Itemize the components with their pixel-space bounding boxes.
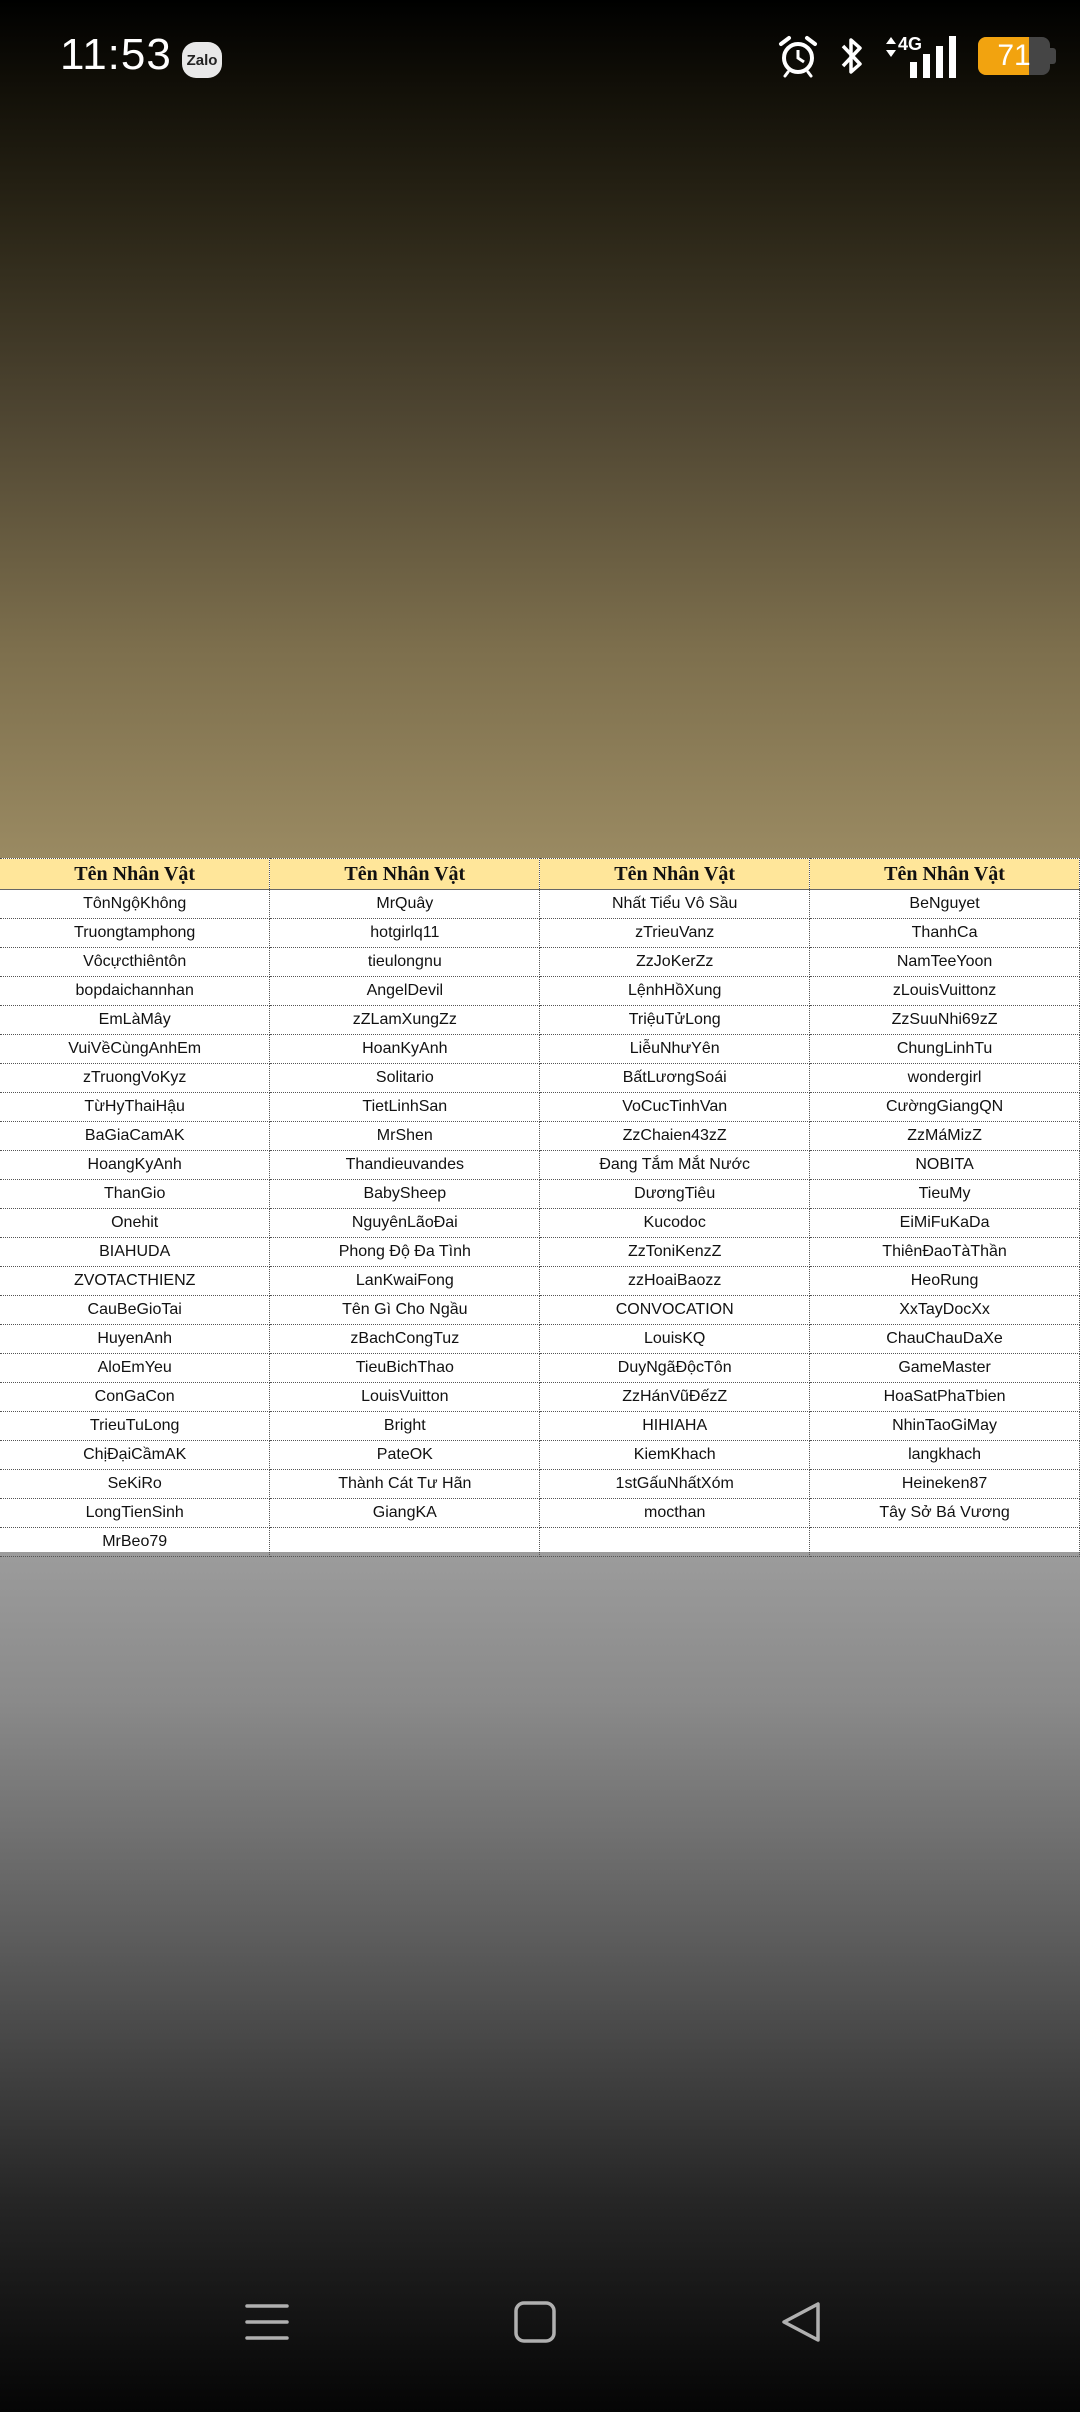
table-cell: CONVOCATION [540, 1296, 810, 1325]
table-row [0, 1470, 1080, 1499]
data-arrows-icon [884, 36, 898, 58]
table-cell: LongTienSinh [0, 1499, 270, 1528]
table-cell: langkhach [810, 1441, 1080, 1470]
table-cell: NamTeeYoon [810, 948, 1080, 977]
table-cell: LouisVuitton [270, 1383, 540, 1412]
back-button[interactable] [762, 2282, 842, 2362]
column-header: Tên Nhân Vật [0, 859, 270, 890]
table-row [0, 948, 1080, 977]
table-row [0, 1296, 1080, 1325]
table-cell: zTruongVoKyz [0, 1064, 270, 1093]
table-cell: NOBITA [810, 1151, 1080, 1180]
column-header: Tên Nhân Vật [270, 859, 540, 890]
table-cell: MrBeo79 [0, 1528, 270, 1557]
table-cell: CauBeGioTai [0, 1296, 270, 1325]
table-cell: tieulongnu [270, 948, 540, 977]
table-cell: Truongtamphong [0, 919, 270, 948]
table-cell: ZzHánVũĐếzZ [540, 1383, 810, 1412]
table-cell: HIHIAHA [540, 1412, 810, 1441]
table-cell: AngelDevil [270, 977, 540, 1006]
table-row [0, 1180, 1080, 1209]
table-cell: Heineken87 [810, 1470, 1080, 1499]
table-cell: Thành Cát Tư Hãn [270, 1470, 540, 1499]
table-cell: Tên Gì Cho Ngầu [270, 1296, 540, 1325]
table-cell: ChịĐạiCầmAK [0, 1441, 270, 1470]
table-cell: Kucodoc [540, 1209, 810, 1238]
table-cell: TônNgộKhông [0, 890, 270, 919]
table-cell: BabySheep [270, 1180, 540, 1209]
table-row [0, 1354, 1080, 1383]
table-cell [270, 1528, 540, 1557]
menu-icon [243, 2298, 291, 2346]
table-row [0, 919, 1080, 948]
table-row [0, 1035, 1080, 1064]
table-cell: Thandieuvandes [270, 1151, 540, 1180]
table-cell: XxTayDocXx [810, 1296, 1080, 1325]
table-cell: Solitario [270, 1064, 540, 1093]
table-cell: Đang Tắm Mắt Nước [540, 1151, 810, 1180]
table-cell: zzHoaiBaozz [540, 1267, 810, 1296]
table-cell: LệnhHồXung [540, 977, 810, 1006]
table-cell: zZLamXungZz [270, 1006, 540, 1035]
clock-time: 11:53 [60, 30, 172, 79]
table-cell: bopdaichannhan [0, 977, 270, 1006]
table-cell: HoaSatPhaTbien [810, 1383, 1080, 1412]
table-cell: DuyNgãĐộcTôn [540, 1354, 810, 1383]
table-cell: NhinTaoGiMay [810, 1412, 1080, 1441]
table-cell: 1stGấuNhấtXóm [540, 1470, 810, 1499]
table-cell: BaGiaCamAK [0, 1122, 270, 1151]
table-cell: mocthan [540, 1499, 810, 1528]
bluetooth-icon [838, 34, 866, 78]
battery-level: 71 [997, 39, 1031, 72]
table-cell: GiangKA [270, 1499, 540, 1528]
table-cell: ChauChauDaXe [810, 1325, 1080, 1354]
table-cell: wondergirl [810, 1064, 1080, 1093]
table-row [0, 1412, 1080, 1441]
table-cell: Tây Sở Bá Vương [810, 1499, 1080, 1528]
table-cell: HoangKyAnh [0, 1151, 270, 1180]
table-cell: MrQuây [270, 890, 540, 919]
table-cell: HeoRung [810, 1267, 1080, 1296]
table-row [0, 1209, 1080, 1238]
table-row [0, 1441, 1080, 1470]
table-row [0, 1528, 1080, 1557]
table-cell: KiemKhach [540, 1441, 810, 1470]
table-row [0, 1151, 1080, 1180]
table-cell: zBachCongTuz [270, 1325, 540, 1354]
table-cell: zLouisVuittonz [810, 977, 1080, 1006]
table-cell: Nhất Tiểu Vô Sầu [540, 890, 810, 919]
table-row [0, 1093, 1080, 1122]
table-body [0, 890, 1080, 1557]
table-row [0, 977, 1080, 1006]
table-cell: LouisKQ [540, 1325, 810, 1354]
alarm-icon [776, 34, 820, 78]
table-cell: MrShen [270, 1122, 540, 1151]
table-cell [540, 1528, 810, 1557]
table-cell: AloEmYeu [0, 1354, 270, 1383]
table-cell: Phong Độ Đa Tình [270, 1238, 540, 1267]
table-cell: CườngGiangQN [810, 1093, 1080, 1122]
table-cell: ThiênĐaoTàThần [810, 1238, 1080, 1267]
table-row [0, 890, 1080, 919]
table-cell: Bright [270, 1412, 540, 1441]
table-cell: VoCucTinhVan [540, 1093, 810, 1122]
battery-indicator [978, 37, 1050, 75]
table-cell: SeKiRo [0, 1470, 270, 1499]
table-cell: HoanKyAnh [270, 1035, 540, 1064]
table-cell: TieuBichThao [270, 1354, 540, 1383]
table-cell: EiMiFuKaDa [810, 1209, 1080, 1238]
zalo-notification-icon: Zalo [182, 42, 222, 78]
table-cell: zTrieuVanz [540, 919, 810, 948]
status-icons [776, 34, 1050, 78]
table-cell: PateOK [270, 1441, 540, 1470]
navigation-bar [0, 2232, 1080, 2412]
recent-apps-button[interactable] [227, 2282, 307, 2362]
table-cell: ConGaCon [0, 1383, 270, 1412]
table-cell: TieuMy [810, 1180, 1080, 1209]
table-cell: ZzToniKenzZ [540, 1238, 810, 1267]
table-cell: ThanhCa [810, 919, 1080, 948]
table-cell: ThanGio [0, 1180, 270, 1209]
table-cell: TriệuTửLong [540, 1006, 810, 1035]
table-cell: ZzJoKerZz [540, 948, 810, 977]
table-cell: hotgirlq11 [270, 919, 540, 948]
table-row [0, 1238, 1080, 1267]
table-cell: GameMaster [810, 1354, 1080, 1383]
table-cell: Vôcựcthiêntôn [0, 948, 270, 977]
table-row [0, 1325, 1080, 1354]
status-bar [0, 0, 1080, 120]
table-row [0, 1383, 1080, 1412]
table-row [0, 1122, 1080, 1151]
table-cell: Onehit [0, 1209, 270, 1238]
column-header: Tên Nhân Vật [540, 859, 810, 890]
table-cell: BIAHUDA [0, 1238, 270, 1267]
back-icon [778, 2298, 826, 2346]
table-cell [810, 1528, 1080, 1557]
table-cell: ZVOTACTHIENZ [0, 1267, 270, 1296]
table-cell: LanKwaiFong [270, 1267, 540, 1296]
home-button[interactable] [495, 2282, 575, 2362]
table-row [0, 1064, 1080, 1093]
table-row [0, 1499, 1080, 1528]
signal-bars-icon [908, 34, 960, 78]
table-cell: ZzChaien43zZ [540, 1122, 810, 1151]
table-cell: EmLàMây [0, 1006, 270, 1035]
table-cell: LiễuNhưYên [540, 1035, 810, 1064]
table-row [0, 1267, 1080, 1296]
table-cell: TrieuTuLong [0, 1412, 270, 1441]
table-cell: NguyênLãoĐai [270, 1209, 540, 1238]
signal-indicator [884, 34, 960, 78]
table-header-row [0, 859, 1080, 890]
table-cell: ZzSuuNhi69zZ [810, 1006, 1080, 1035]
table-cell: HuyenAnh [0, 1325, 270, 1354]
network-type: 4G [898, 34, 923, 54]
home-icon [511, 2298, 559, 2346]
column-header: Tên Nhân Vật [810, 859, 1080, 890]
table-cell: ZzMáMizZ [810, 1122, 1080, 1151]
table-cell: DươngTiêu [540, 1180, 810, 1209]
table-row [0, 1006, 1080, 1035]
table-cell: BấtLươngSoái [540, 1064, 810, 1093]
table-cell: ChungLinhTu [810, 1035, 1080, 1064]
character-name-table [0, 858, 1080, 1557]
table-cell: VuiVềCùngAnhEm [0, 1035, 270, 1064]
table-cell: TietLinhSan [270, 1093, 540, 1122]
table-cell: TừHyThaiHậu [0, 1093, 270, 1122]
table-cell: BeNguyet [810, 890, 1080, 919]
